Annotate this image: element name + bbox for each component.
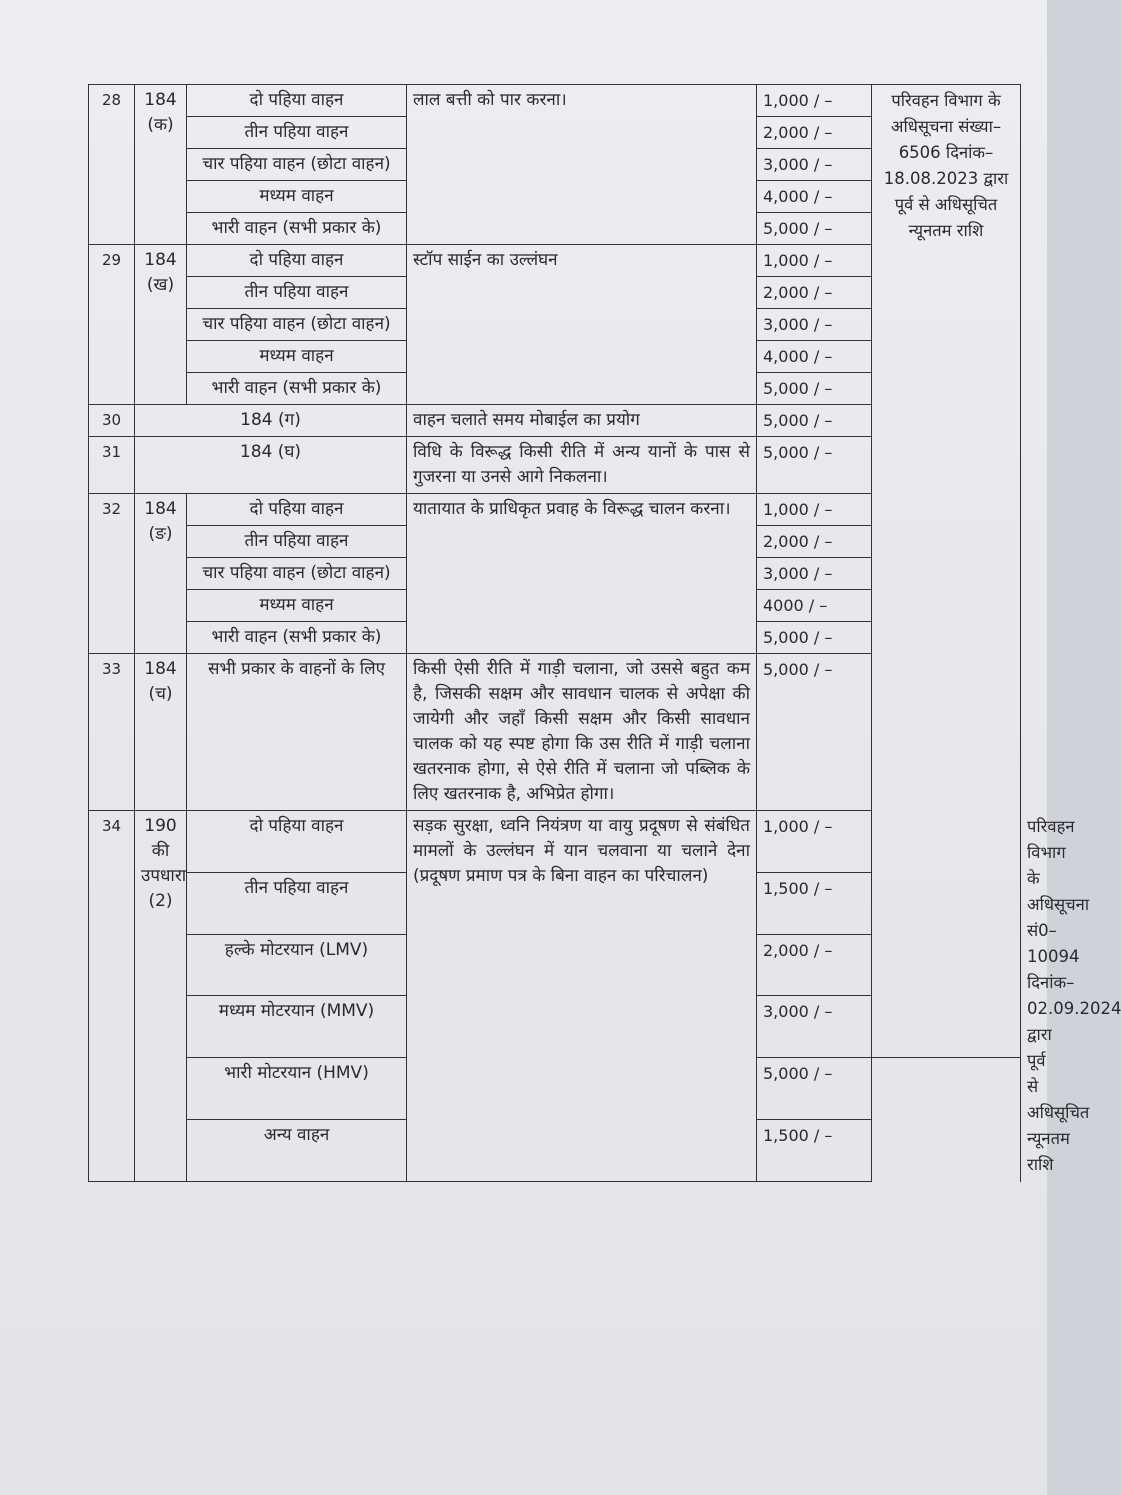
fine-amount: 1,500 / –	[757, 1120, 872, 1182]
fine-amount: 5,000 / –	[757, 405, 872, 437]
fine-amount: 5,000 / –	[757, 654, 872, 811]
offence-description: यातायात के प्राधिकृत प्रवाह के विरूद्ध चालन करना।	[407, 494, 757, 654]
fine-table	[88, 84, 1121, 1182]
section-number: 184 (च)	[135, 654, 187, 811]
table-row-34: 34 190 की उपधारा (2) दो पहिया वाहन सड़क सुरक्षा, ध्वनि नियंत्रण या वायु प्रदूषण से संबंधित मामलों के उल्लंघन में यान चलवाना या चलाने देना (प्रदूषण प्रमाण पत्र के बिना वाहन का परिचालन) 1,000 / – परिवहन विभाग के अधिसूचना सं0–10094 दिनांक– 02.09.2024 द्वारा पूर्व से अधिसूचित न्यूनतम राशि	[89, 811, 1021, 873]
offence-description: लाल बत्ती को पार करना।	[407, 85, 757, 245]
vehicle-type: दो पहिया वाहन	[187, 494, 407, 526]
table-row-28	[89, 85, 1021, 117]
fine-amount: 1,000 / –	[757, 811, 872, 873]
vehicle-type: तीन पहिया वाहन	[187, 277, 407, 309]
fine-amount: 5,000 / –	[757, 437, 872, 494]
offence-description: विधि के विरूद्ध किसी रीति में अन्य यानों के पास से गुजरना या उनसे आगे निकलना।	[407, 437, 757, 494]
offence-description: सड़क सुरक्षा, ध्वनि नियंत्रण या वायु प्रदूषण से संबंधित मामलों के उल्लंघन में यान चलवाना या चलाने देना (प्रदूषण प्रमाण पत्र के बिना वाहन का परिचालन)	[407, 811, 757, 1182]
vehicle-type: अन्य वाहन	[187, 1120, 407, 1182]
vehicle-type: चार पहिया वाहन (छोटा वाहन)	[187, 558, 407, 590]
fine-amount: 5,000 / –	[757, 213, 872, 245]
vehicle-type: तीन पहिया वाहन	[187, 872, 407, 934]
fine-amount: 4,000 / –	[757, 181, 872, 213]
fine-amount: 5,000 / –	[757, 1058, 872, 1120]
vehicle-type: मध्यम मोटरयान (MMV)	[187, 996, 407, 1058]
vehicle-type: हल्के मोटरयान (LMV)	[187, 934, 407, 996]
fine-amount: 4,000 / –	[757, 341, 872, 373]
serial-number: 32	[89, 494, 135, 654]
fine-amount: 1,000 / –	[757, 85, 872, 117]
fine-amount: 2,000 / –	[757, 277, 872, 309]
fine-amount: 2,000 / –	[757, 934, 872, 996]
vehicle-type: दो पहिया वाहन	[187, 811, 407, 873]
fine-amount: 3,000 / –	[757, 309, 872, 341]
serial-number: 29	[89, 245, 135, 405]
fine-amount: 2,000 / –	[757, 117, 872, 149]
vehicle-type: मध्यम वाहन	[187, 590, 407, 622]
section-number: 184 (ग)	[135, 405, 407, 437]
fine-amount: 1,000 / –	[757, 494, 872, 526]
fine-amount: 1,500 / –	[757, 872, 872, 934]
fine-amount: 3,000 / –	[757, 558, 872, 590]
offence-description: किसी ऐसी रीति में गाड़ी चलाना, जो उससे बहुत कम है, जिसकी सक्षम और सावधान चालक से अपेक्षा की जायेगी और जहाँ किसी सक्षम और किसी सावधान चालक को यह स्पष्ट होगा कि उस रीति में गाड़ी चलाना खतरनाक होगा, से ऐसे रीति में चलाना जो पब्लिक के लिए खतरनाक है, अभिप्रेत होगा।	[407, 654, 757, 811]
vehicle-type: तीन पहिया वाहन	[187, 526, 407, 558]
offence-description: स्टॉप साईन का उल्लंघन	[407, 245, 757, 405]
section-number: 184 (घ)	[135, 437, 407, 494]
fine-amount: 3,000 / –	[757, 996, 872, 1058]
vehicle-type: मध्यम वाहन	[187, 181, 407, 213]
serial-number: 34	[89, 811, 135, 1182]
fine-amount: 5,000 / –	[757, 622, 872, 654]
fine-amount: 5,000 / –	[757, 373, 872, 405]
offence-description: वाहन चलाते समय मोबाईल का प्रयोग	[407, 405, 757, 437]
serial-number: 30	[89, 405, 135, 437]
fine-amount: 4000 / –	[757, 590, 872, 622]
vehicle-type: मध्यम वाहन	[187, 341, 407, 373]
vehicle-type: सभी प्रकार के वाहनों के लिए	[187, 654, 407, 811]
serial-number: 28	[89, 85, 135, 245]
vehicle-type: दो पहिया वाहन	[187, 85, 407, 117]
vehicle-type: भारी मोटरयान (HMV)	[187, 1058, 407, 1120]
vehicle-type: चार पहिया वाहन (छोटा वाहन)	[187, 149, 407, 181]
serial-number: 31	[89, 437, 135, 494]
fine-amount: 1,000 / –	[757, 245, 872, 277]
section-number: 184 (क)	[135, 85, 187, 245]
fine-amount: 3,000 / –	[757, 149, 872, 181]
vehicle-type: चार पहिया वाहन (छोटा वाहन)	[187, 309, 407, 341]
vehicle-type: दो पहिया वाहन	[187, 245, 407, 277]
vehicle-type: भारी वाहन (सभी प्रकार के)	[187, 622, 407, 654]
vehicle-type: भारी वाहन (सभी प्रकार के)	[187, 213, 407, 245]
fine-amount: 2,000 / –	[757, 526, 872, 558]
section-number: 184 (ख)	[135, 245, 187, 405]
section-number: 190 की उपधारा (2)	[135, 811, 187, 1182]
section-number: 184 (ङ)	[135, 494, 187, 654]
serial-number: 33	[89, 654, 135, 811]
vehicle-type: भारी वाहन (सभी प्रकार के)	[187, 373, 407, 405]
vehicle-type: तीन पहिया वाहन	[187, 117, 407, 149]
notification-note: परिवहन विभाग के अधिसूचना संख्या–6506 दिनांक– 18.08.2023 द्वारा पूर्व से अधिसूचित न्यूनतम राशि	[872, 85, 1021, 1058]
